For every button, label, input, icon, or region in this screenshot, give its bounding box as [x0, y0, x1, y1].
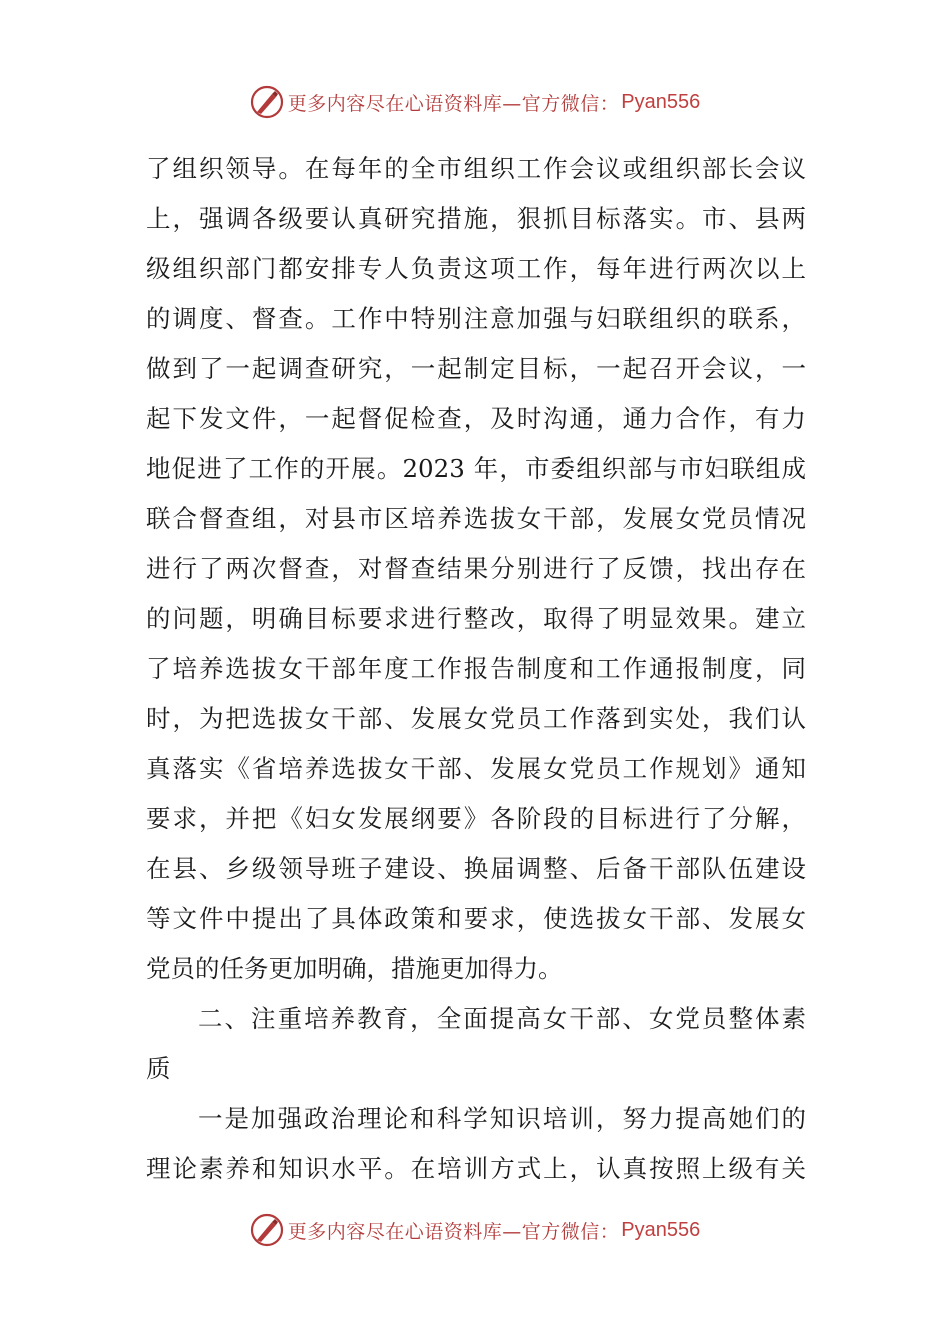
- body-line: 进行了两次督查，对督查结果分别进行了反馈，找出存在: [146, 554, 806, 583]
- body-line: 做到了一起调查研究，一起制定目标，一起召开会议，一: [146, 354, 806, 383]
- body-line: 真落实《省培养选拔女干部、发展女党员工作规划》通知: [146, 754, 806, 783]
- body-line: 了组织领导。在每年的全市组织工作会议或组织部长会议: [146, 154, 806, 183]
- header-banner-id: Pyan556: [621, 90, 701, 113]
- pen-logo-icon: [250, 85, 284, 119]
- body-line: 党员的任务更加明确，措施更加得力。: [146, 954, 563, 983]
- body-line: 在县、乡级领导班子建设、换届调整、后备干部队伍建设: [146, 854, 806, 883]
- header-banner-text: 更多内容尽在心语资料库—官方微信：: [287, 92, 620, 115]
- footer-watermark: [0, 1210, 950, 1250]
- body-line: 上，强调各级要认真研究措施，狠抓目标落实。市、县两: [146, 204, 806, 233]
- pen-logo-icon: [250, 1213, 284, 1247]
- body-line: 级组织部门都安排专人负责这项工作，每年进行两次以上: [146, 254, 806, 283]
- body-line: 要求，并把《妇女发展纲要》各阶段的目标进行了分解，: [146, 804, 806, 833]
- body-line: 联合督查组，对县市区培养选拔女干部，发展女党员情况: [146, 504, 806, 533]
- body-line: 地促进了工作的开展。2023 年，市委组织部与市妇联组成: [146, 454, 806, 483]
- footer-banner-id: Pyan556: [621, 1218, 701, 1241]
- body-line: 了培养选拔女干部年度工作报告制度和工作通报制度，同: [146, 654, 806, 683]
- body-line: 起下发文件，一起督促检查，及时沟通，通力合作，有力: [146, 404, 806, 433]
- body-line: 的调度、督查。工作中特别注意加强与妇联组织的联系，: [146, 304, 806, 333]
- body-line: 时，为把选拔女干部、发展女党员工作落到实处，我们认: [146, 704, 806, 733]
- body-line: 等文件中提出了具体政策和要求，使选拔女干部、发展女: [146, 904, 806, 933]
- footer-banner-text: 更多内容尽在心语资料库—官方微信：: [287, 1220, 620, 1243]
- section-heading: 二、注重培养教育，全面提高女干部、女党员整体素: [198, 1004, 806, 1033]
- header-watermark: [0, 82, 950, 122]
- body-line: 的问题，明确目标要求进行整改，取得了明显效果。建立: [146, 604, 806, 633]
- document-body: [146, 144, 806, 1194]
- body-line: 一是加强政治理论和科学知识培训，努力提高她们的: [198, 1104, 806, 1133]
- body-line: 理论素养和知识水平。在培训方式上，认真按照上级有关: [146, 1154, 806, 1183]
- section-heading-continued: 质: [146, 1054, 171, 1083]
